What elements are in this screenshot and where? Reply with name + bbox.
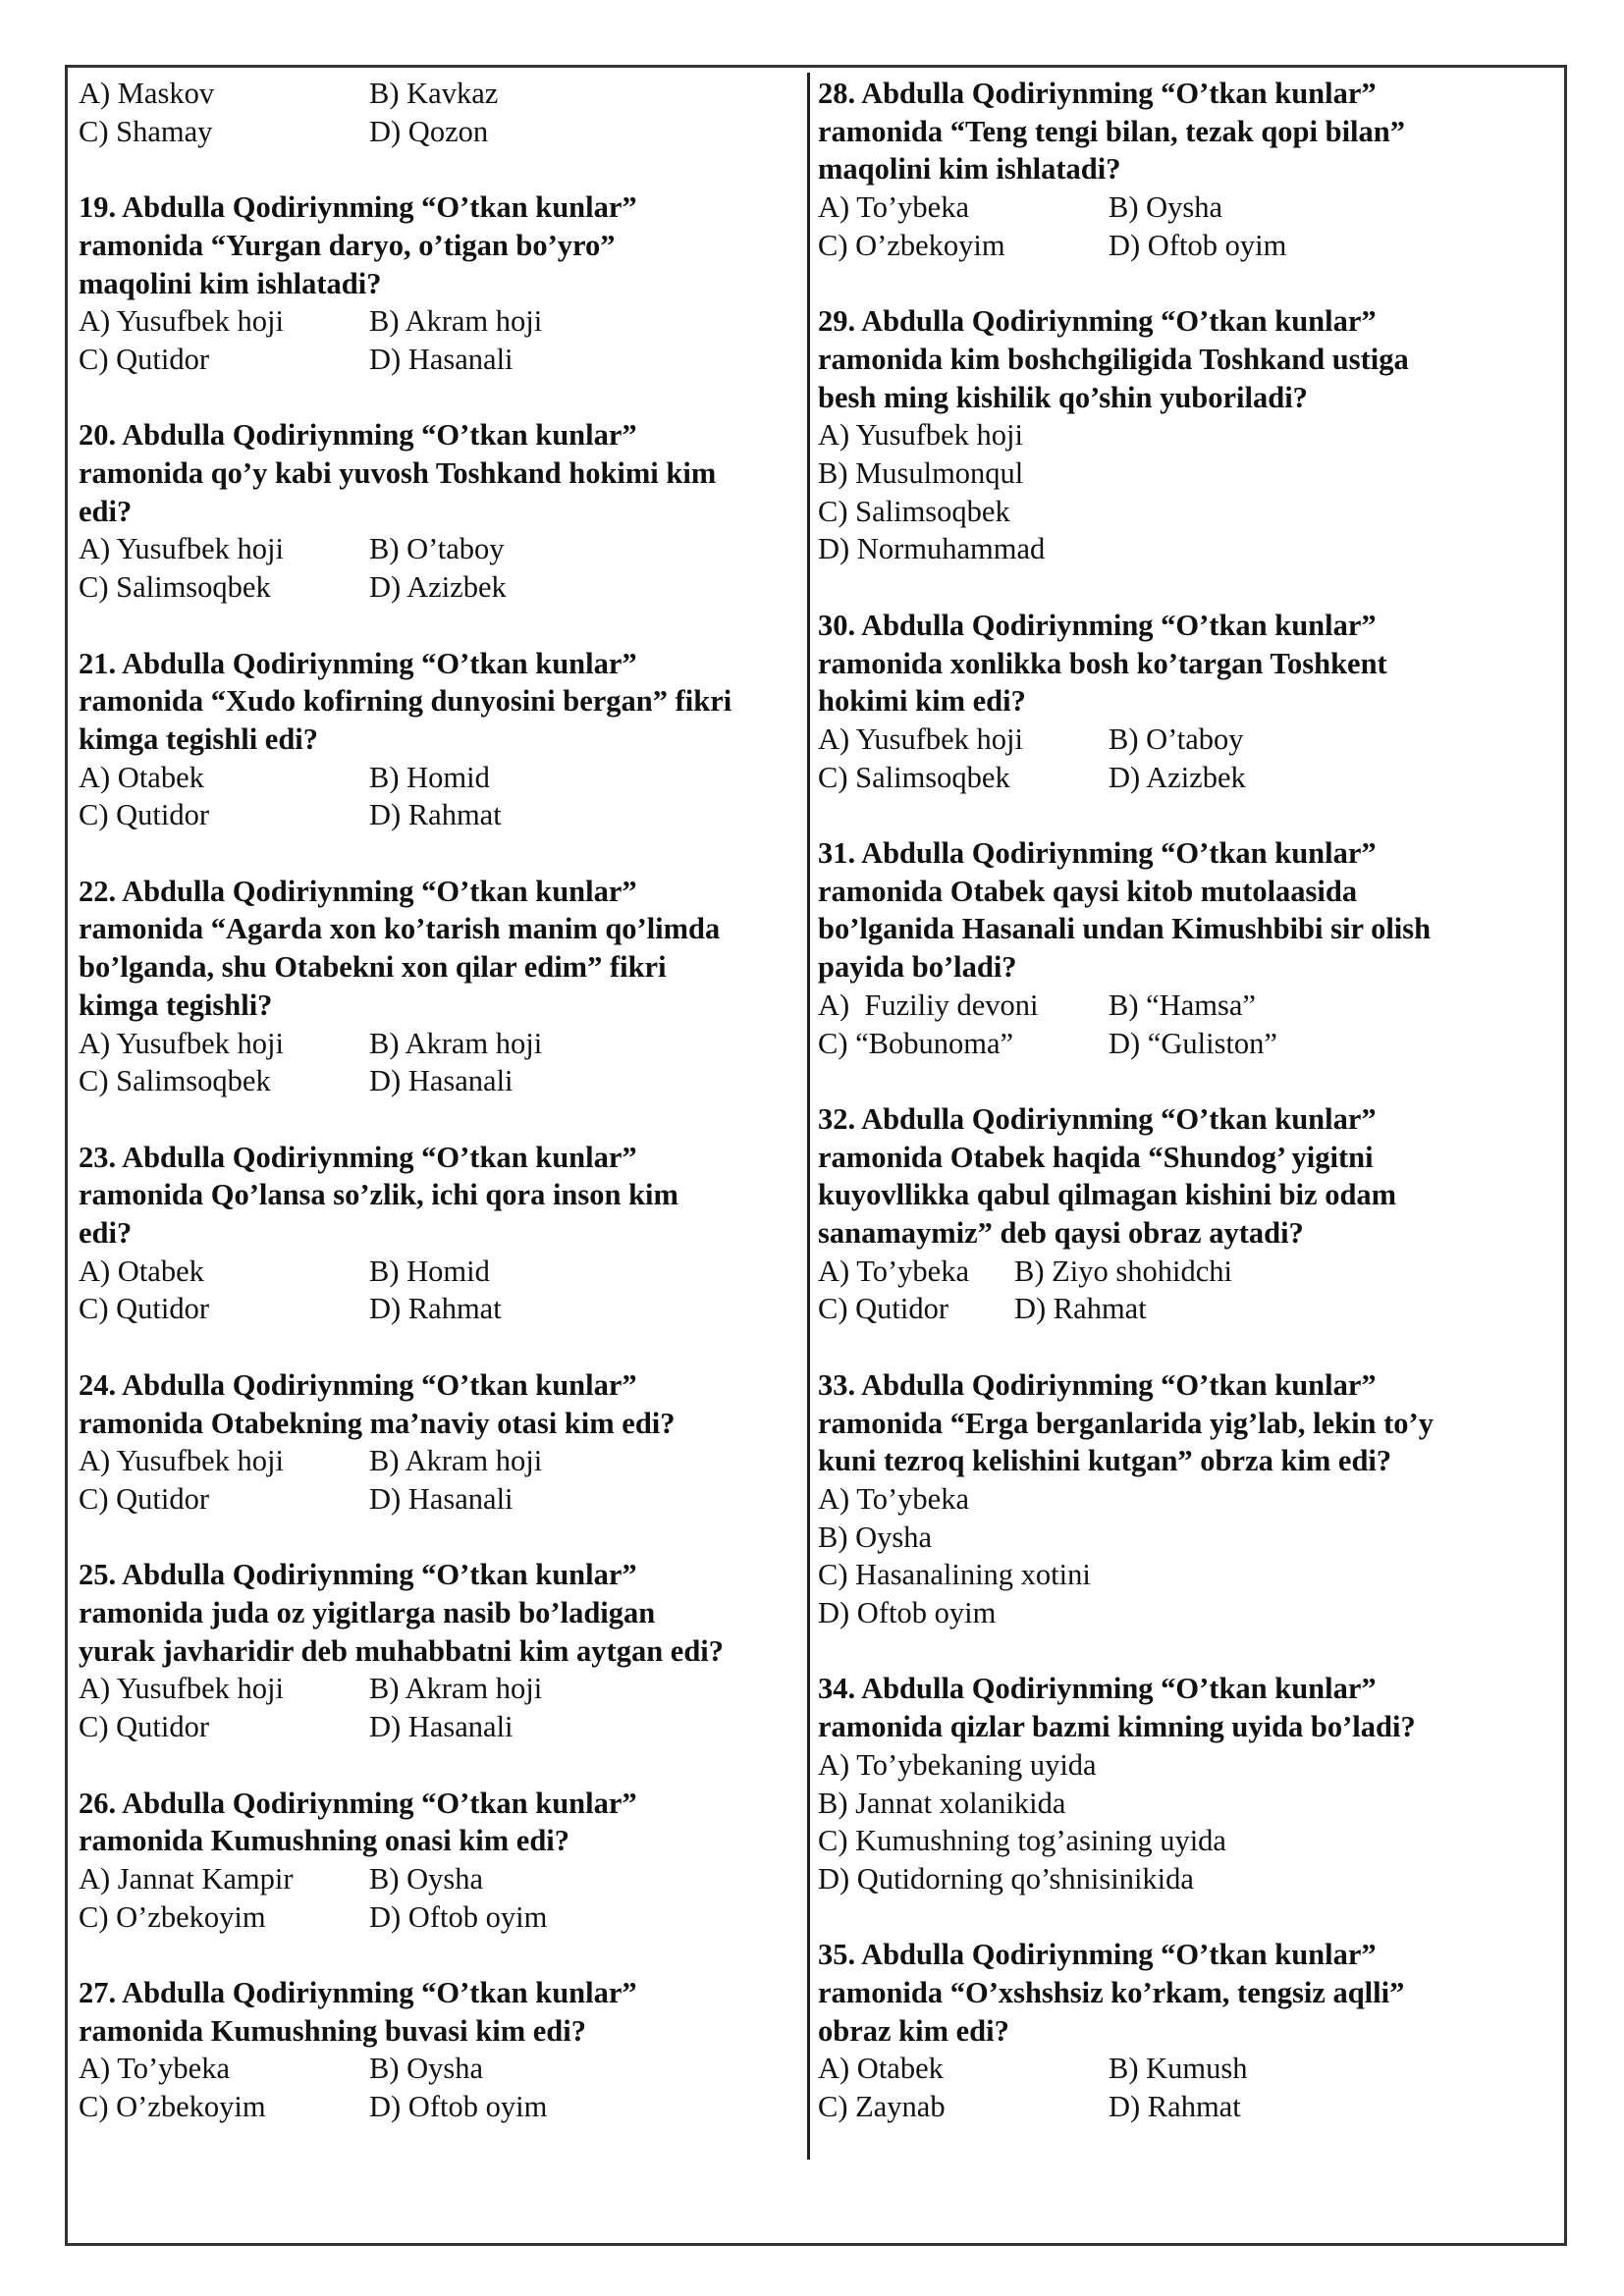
- answer-options-row: [79, 759, 795, 797]
- answer-option: C) Salimsoqbek: [79, 570, 271, 605]
- answer-options-row: [79, 1253, 795, 1291]
- answer-options-row: [79, 302, 795, 341]
- answer-option: A) Otabek: [818, 2052, 944, 2086]
- answer-option: A) To’ybeka: [818, 1481, 969, 1516]
- answer-option: A) Jannat Kampir: [79, 1861, 294, 1896]
- answer-option: D) Rahmat: [369, 1292, 502, 1326]
- answer-options-row: [818, 1290, 1544, 1328]
- answer-option: C) Qutidor: [79, 1481, 210, 1516]
- answer-option: D) Rahmat: [369, 798, 502, 832]
- answer-option: D) Qutidorning qo’shnisinikida: [818, 1861, 1194, 1896]
- answer-option: D) Oftob oyim: [369, 2090, 548, 2124]
- answer-option: B) Akram hoji: [369, 1672, 543, 1706]
- question-stem: 29. Abdulla Qodiriynming “O’tkan kunlar” ramonida kim boshchgiligida Toshkand ustiga besh ming kishilik qo’shin yuboriladi?: [818, 304, 1409, 414]
- answer-option: B) Homid: [369, 760, 490, 794]
- question-block: [79, 873, 795, 1100]
- answer-option: B) Akram hoji: [369, 1026, 543, 1060]
- question-stem: 33. Abdulla Qodiriynming “O’tkan kunlar” ramonida “Erga berganlarida yig’lab, lekin to’y kuni tezroq kelishini kutgan” obrza kim edi?: [818, 1367, 1434, 1478]
- question-stem: 26. Abdulla Qodiriynming “O’tkan kunlar” ramonida Kumushning onasi kim edi?: [79, 1786, 637, 1858]
- answer-option: D) “Guliston”: [1109, 1026, 1277, 1060]
- answer-option: D) Hasanali: [369, 1481, 514, 1516]
- answer-option: C) Salimsoqbek: [79, 1064, 271, 1098]
- answer-option: B) “Hamsa”: [1109, 988, 1256, 1022]
- question-block: [79, 1366, 795, 1519]
- answer-option: C) Shamay: [79, 114, 213, 148]
- answer-option: C) Qutidor: [79, 1292, 210, 1326]
- answer-options-row: [79, 341, 795, 379]
- answer-option: C) Qutidor: [79, 1710, 210, 1744]
- answer-option: C) O’zbekoyim: [79, 2090, 266, 2124]
- question-block: [79, 1139, 795, 1329]
- answer-options-row: [79, 75, 795, 113]
- answer-option: D) Rahmat: [1014, 1292, 1147, 1326]
- answer-option: A) To’ybekaning uyida: [818, 1747, 1097, 1782]
- answer-options-row: [818, 721, 1544, 759]
- answer-option: A) Otabek: [79, 1254, 204, 1288]
- answer-option: C) “Bobunoma”: [818, 1026, 1014, 1060]
- question-block: [79, 1785, 795, 1937]
- answer-option: C) Qutidor: [79, 342, 210, 376]
- answer-option: B) Oysha: [369, 1861, 484, 1896]
- answer-options-row: [818, 1253, 1544, 1291]
- question-block: [818, 1100, 1544, 1328]
- answer-option: D) Hasanali: [369, 1710, 514, 1744]
- answer-option: A) To’ybeka: [79, 2052, 230, 2086]
- answer-options-row: [79, 1442, 795, 1480]
- answer-options-row: [79, 1670, 795, 1708]
- question-stem: 34. Abdulla Qodiriynming “O’tkan kunlar” ramonida qizlar bazmi kimning uyida bo’ladi?: [818, 1672, 1416, 1744]
- answer-options-list: [818, 1746, 1544, 1898]
- question-stem: 22. Abdulla Qodiriynming “O’tkan kunlar” ramonida “Agarda xon ko’tarish manim qo’limda bo’lganda, shu Otabekni xon qilar edim” fikri kimga tegishli?: [79, 874, 721, 1022]
- answer-option: D) Hasanali: [369, 1064, 514, 1098]
- answer-options-row: [818, 2050, 1544, 2088]
- answer-option: D) Oftob oyim: [818, 1596, 997, 1630]
- answer-options-row: [79, 796, 795, 834]
- question-stem: 25. Abdulla Qodiriynming “O’tkan kunlar” ramonida juda oz yigitlarga nasib bo’ladigan yurak javharidir deb muhabbatni kim aytgan edi?: [79, 1558, 725, 1668]
- answer-option: D) Azizbek: [1109, 760, 1246, 794]
- question-stem: 32. Abdulla Qodiriynming “O’tkan kunlar” ramonida Otabek haqida “Shundog’ yigitni kuyovllikka qabul qilmagan kishini biz odam sanamaymiz” deb qaysi obraz aytadi?: [818, 1101, 1397, 1251]
- answer-option: B) Jannat xolanikida: [818, 1786, 1066, 1820]
- answer-option: D) Qozon: [369, 114, 489, 148]
- answer-options-row: [818, 1025, 1544, 1063]
- question-stem: 35. Abdulla Qodiriynming “O’tkan kunlar” ramonida “O’xshshsiz ko’rkam, tengsiz aqlli” obraz kim edi?: [818, 1938, 1405, 2048]
- answer-option: C) Hasanalining xotini: [818, 1558, 1091, 1592]
- answer-options-row: [79, 113, 795, 151]
- question-stem: 20. Abdulla Qodiriynming “O’tkan kunlar” ramonida qo’y kabi yuvosh Toshkand hokimi kim edi?: [79, 418, 717, 528]
- answer-option: B) Oysha: [369, 2052, 484, 2086]
- answer-options-row: [79, 2088, 795, 2126]
- question-stem: 23. Abdulla Qodiriynming “O’tkan kunlar” ramonida Qo’lansa so’zlik, ichi qora inson kim edi?: [79, 1140, 678, 1251]
- answer-option: C) Qutidor: [79, 798, 210, 832]
- answer-options-row: [79, 530, 795, 568]
- answer-options-row: [79, 1062, 795, 1100]
- answer-option: A) Yusufbek hoji: [79, 1026, 284, 1060]
- answer-options-row: [79, 1480, 795, 1519]
- question-block: [79, 645, 795, 835]
- question-block: [79, 188, 795, 379]
- answer-option: D) Oftob oyim: [1109, 228, 1287, 262]
- question-block: [818, 302, 1544, 568]
- answer-options-row: [818, 2088, 1544, 2126]
- answer-option: B) O’taboy: [1109, 721, 1244, 756]
- question-block: [79, 75, 795, 150]
- answer-option: B) Homid: [369, 1254, 490, 1288]
- answer-option: A) Fuziliy devoni: [818, 988, 1039, 1022]
- answer-option: B) Musulmonqul: [818, 456, 1024, 491]
- answer-option: A) Yusufbek hoji: [79, 1444, 284, 1478]
- answer-option: B) Oysha: [818, 1520, 933, 1554]
- answer-option: B) Kavkaz: [369, 77, 499, 110]
- question-block: [818, 75, 1544, 265]
- answer-options-row: [79, 2050, 795, 2088]
- answer-option: C) O’zbekoyim: [818, 228, 1005, 262]
- answer-option: A) Otabek: [79, 760, 204, 794]
- answer-option: D) Azizbek: [369, 570, 507, 605]
- answer-option: C) Salimsoqbek: [818, 494, 1010, 528]
- question-stem: 21. Abdulla Qodiriynming “O’tkan kunlar” ramonida “Xudo kofirning dunyosini bergan” fikri kimga tegishli edi?: [79, 646, 732, 756]
- answer-option: C) Kumushning tog’asining uyida: [818, 1824, 1226, 1858]
- right-column: [818, 75, 1544, 2126]
- answer-option: B) Akram hoji: [369, 304, 543, 339]
- question-stem: 24. Abdulla Qodiriynming “O’tkan kunlar” ramonida Otabekning ma’naviy otasi kim edi?: [79, 1367, 676, 1440]
- answer-option: C) Qutidor: [818, 1292, 949, 1326]
- answer-options-row: [79, 568, 795, 607]
- answer-option: A) To’ybeka: [818, 190, 969, 225]
- answer-option: D) Rahmat: [1109, 2090, 1241, 2124]
- answer-options-row: [79, 1898, 795, 1937]
- question-stem: 30. Abdulla Qodiriynming “O’tkan kunlar” ramonida xonlikka bosh ko’targan Toshkent hokimi kim edi?: [818, 608, 1387, 719]
- answer-option: B) O’taboy: [369, 532, 505, 566]
- column-divider: [807, 73, 810, 2160]
- answer-option: B) Kumush: [1109, 2052, 1248, 2086]
- answer-option: B) Akram hoji: [369, 1444, 543, 1478]
- question-stem: 19. Abdulla Qodiriynming “O’tkan kunlar” ramonida “Yurgan daryo, o’tigan bo’yro” maqolini kim ishlatadi?: [79, 190, 637, 300]
- question-block: [79, 1974, 795, 2126]
- answer-option: B) Oysha: [1109, 190, 1223, 225]
- answer-option: A) Yusufbek hoji: [79, 1672, 284, 1706]
- question-block: [818, 1366, 1544, 1632]
- answer-options-row: [79, 1708, 795, 1746]
- answer-options-row: [79, 1290, 795, 1328]
- answer-options-row: [79, 1860, 795, 1898]
- answer-option: C) Zaynab: [818, 2090, 946, 2124]
- answer-options-row: [818, 987, 1544, 1025]
- answer-options-row: [79, 1025, 795, 1063]
- answer-option: A) To’ybeka: [818, 1254, 969, 1288]
- answer-option: D) Oftob oyim: [369, 1899, 548, 1934]
- answer-option: C) O’zbekoyim: [79, 1899, 266, 1934]
- answer-options-row: [818, 759, 1544, 797]
- answer-option: A) Yusufbek hoji: [818, 721, 1023, 756]
- question-block: [818, 607, 1544, 797]
- answer-options-row: [818, 227, 1544, 265]
- left-column: [79, 75, 795, 2126]
- answer-option: B) Ziyo shohidchi: [1014, 1254, 1232, 1288]
- question-stem: 31. Abdulla Qodiriynming “O’tkan kunlar” ramonida Otabek qaysi kitob mutolaasida bo’lganida Hasanali undan Kimushbibi sir olish payida bo’ladi?: [818, 836, 1432, 985]
- answer-options-list: [818, 1480, 1544, 1632]
- answer-option: D) Hasanali: [369, 342, 514, 376]
- answer-option: D) Normuhammad: [818, 532, 1046, 566]
- answer-option: A) Yusufbek hoji: [79, 304, 284, 339]
- question-block: [818, 1670, 1544, 1897]
- answer-option: A) Maskov: [79, 77, 215, 110]
- question-block: [818, 1936, 1544, 2126]
- question-block: [818, 834, 1544, 1062]
- question-stem: 28. Abdulla Qodiriynming “O’tkan kunlar” ramonida “Teng tengi bilan, tezak qopi bilan” maqolini kim ishlatadi?: [818, 77, 1405, 187]
- question-block: [79, 416, 795, 607]
- question-block: [79, 1556, 795, 1746]
- question-stem: 27. Abdulla Qodiriynming “O’tkan kunlar” ramonida Kumushning buvasi kim edi?: [79, 1976, 637, 2048]
- answer-options-row: [818, 188, 1544, 227]
- answer-option: C) Salimsoqbek: [818, 760, 1010, 794]
- answer-options-list: [818, 416, 1544, 568]
- answer-option: A) Yusufbek hoji: [79, 532, 284, 566]
- answer-option: A) Yusufbek hoji: [818, 418, 1023, 453]
